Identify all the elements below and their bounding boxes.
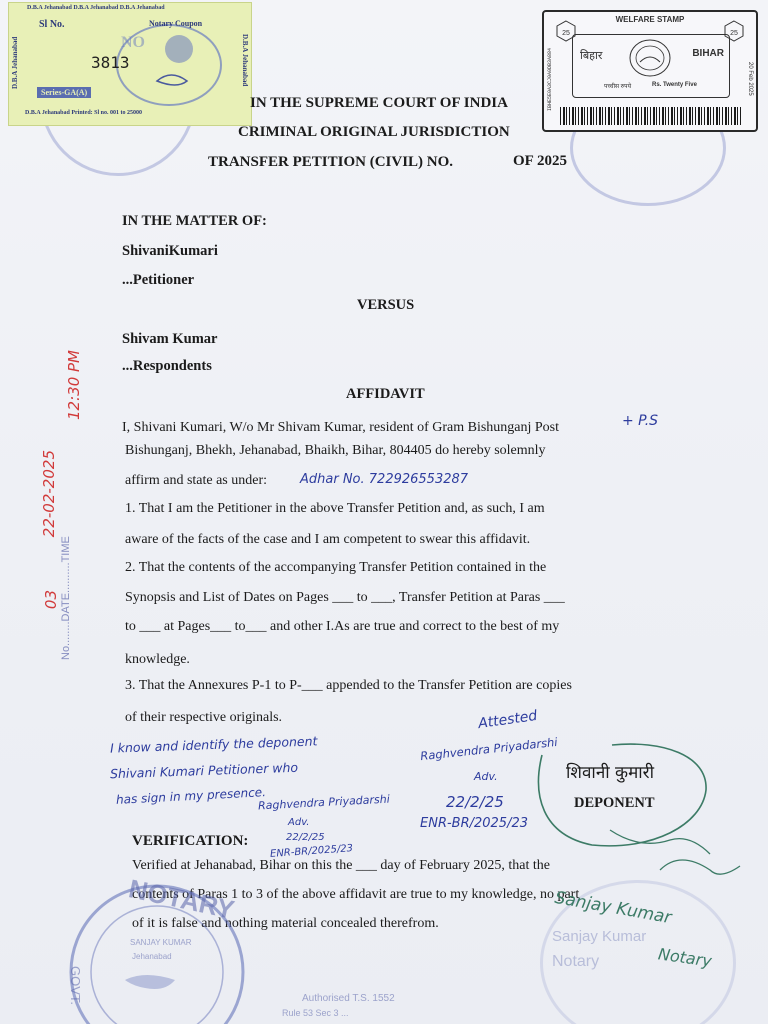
margin-no-date-time: No........DATE..........TIME [60,536,72,660]
welfare-stamp-amount-hindi: पच्चीस रुपये [604,84,632,90]
verification-title: VERIFICATION: [132,833,249,849]
green-notary-scribble: Sanjay Kumar [553,887,673,929]
versus-label: VERSUS [357,297,415,313]
advocate-name-left: Raghvendra Priyadarshi [257,792,391,813]
notary-name-stamp: Sanjay Kumar [552,928,647,945]
welfare-stamp-amount: Rs. Twenty Five [652,82,697,88]
coupon-printed-line: D.B.A Jehanabad Printed: Sl no. 001 to 25000 [25,110,143,116]
verification-line: Verified at Jehanabad, Bihar on this the ___ day of February 2025, that the [132,858,550,873]
green-notary-word: Notary [656,944,713,971]
coupon-side-right: D.B.A Jehanabad [241,33,249,87]
para2-line: knowledge. [125,652,190,667]
deponent-label: DEPONENT [574,795,655,811]
seal-name: SANJAY KUMAR [130,938,192,947]
para2-line: to ___ at Pages___ to___ and other I.As are true and correct to the best of my [125,619,560,634]
welfare-stamp-state-hindi: बिहार [580,50,603,62]
notary-coupon-stamp [8,2,252,126]
welfare-stamp-date: 20 Feb 2025 [747,62,753,96]
red-number-note: 03 [42,590,60,610]
svg-text:25: 25 [562,30,570,37]
advocate-date-right: 22/2/25 [446,793,504,811]
red-time-note: 12:30 PM [65,350,83,420]
welfare-stamp-barcode [560,107,742,125]
coupon-title: Notary Coupon [149,19,203,28]
attested-note: Attested [477,707,539,733]
intro-line: I, Shivani Kumari, W/o Mr Shivam Kumar, resident of Gram Bishunganj Post [122,420,560,435]
coupon-sl-no-label: Sl No. [39,19,65,30]
coupon-side-left: D.B.A Jehanabad [11,36,19,90]
rule-stamp: Rule 53 Sec 3 ... [282,1008,349,1018]
court-heading: IN THE SUPREME COURT OF INDIA [250,95,508,111]
respondent-name: Shivam Kumar [122,331,218,347]
deponent-signature: शिवानी कुमारी [566,763,655,783]
notary-emblem-icon [113,21,229,109]
welfare-stamp [542,10,758,132]
intro-line: affirm and state as under: [125,473,268,488]
para2-line: Synopsis and List of Dates on Pages ___ to ___, Transfer Petition at Paras ___ [125,590,565,605]
red-date-note: 22-02-2025 [40,450,58,538]
petitioner-name: ShivaniKumari [122,243,218,259]
para1-line: 1. That I am the Petitioner in the above Transfer Petition and, as such, I am [125,501,545,516]
matter-of-label: IN THE MATTER OF: [122,213,267,229]
coupon-series: Series-GA(A) [37,87,91,98]
seal-notary-label: NOTARY [126,873,237,925]
advocate-enr-right: ENR-BR/2025/23 [420,816,528,831]
welfare-stamp-title: WELFARE STAMP [615,15,685,24]
advocate-label-right: Adv. [474,770,498,783]
verification-line: of it is false and nothing material concealed therefrom. [132,916,439,931]
handwritten-aadhaar: Adhar No. 722926553287 [300,472,469,487]
coupon-top-text: D.B.A Jehanabad D.B.A Jehanabad D.B.A Jehanabad [27,5,165,11]
svg-text:25: 25 [730,30,738,37]
petitioner-label: ...Petitioner [122,272,195,288]
advocate-label-left: Adv. [288,817,310,828]
verification-line: contents of Paras 1 to 3 of the above affidavit are true to my knowledge, no part [132,887,580,902]
petition-number-heading: TRANSFER PETITION (CIVIL) NO. [208,154,454,170]
petition-year: OF 2025 [513,153,568,169]
bihar-emblem-icon [628,38,672,78]
respondent-label: ...Respondents [122,358,212,374]
identify-line: has sign in my presence. [115,785,267,807]
handwritten-post-ps: + P.S [622,413,659,429]
welfare-stamp-state: BIHAR [692,48,724,59]
para3-line: 3. That the Annexures P-1 to P-___ appended to the Transfer Petition are copies [125,678,572,693]
coupon-serial-number: 3813 [91,53,130,72]
notary-word-stamp: Notary [552,953,600,970]
para2-line: 2. That the contents of the accompanying Transfer Petition contained in the [125,560,547,575]
para3-line: of their respective originals. [125,710,283,725]
advocate-date-left: 22/2/25 [286,832,325,843]
green-scribble-strokes-icon [600,820,750,900]
authorised-stamp: Authorised T.S. 1552 [302,993,395,1004]
welfare-stamp-code: IBHE5E0A3CJ0A0DB3A884 [547,48,553,112]
intro-line: Bishunganj, Bhekh, Jehanabad, Bhaikh, Bihar, 804405 do hereby solemnly [125,443,546,458]
svg-text:NO: NO [121,34,145,51]
seal-place: Jehanabad [132,952,172,961]
para1-line: aware of the facts of the case and I am competent to swear this affidavit. [125,532,531,547]
seal-govt-label: GOVT. [68,966,83,1006]
identify-line: Shivani Kumari Petitioner who [109,759,299,782]
identify-line: I know and identify the deponent [109,733,318,756]
jurisdiction-heading: CRIMINAL ORIGINAL JURISDICTION [238,124,510,140]
affidavit-title: AFFIDAVIT [346,386,425,402]
advocate-name-right: Raghvendra Priyadarshi [419,734,559,764]
advocate-enr-left: ENR-BR/2025/23 [269,843,354,860]
